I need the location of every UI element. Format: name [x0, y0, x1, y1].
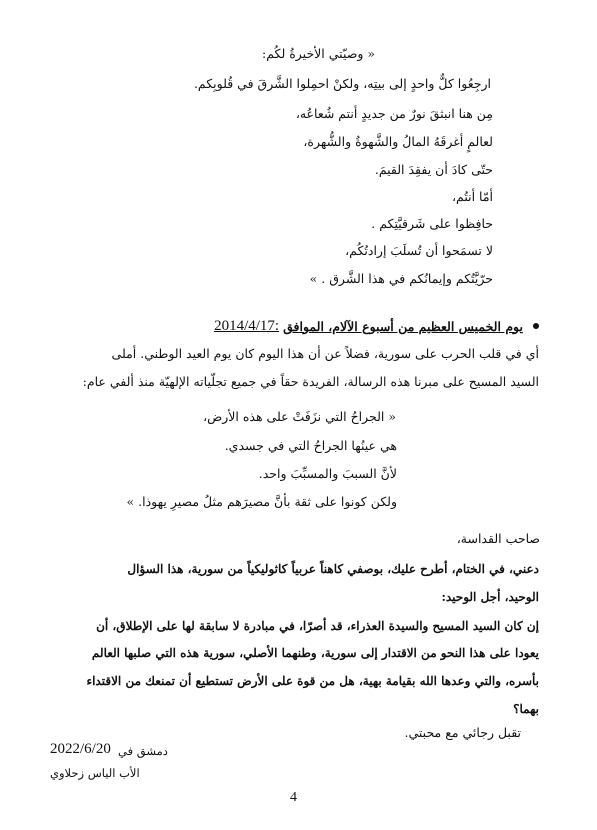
- heading-text: يوم الخميس العظيم من أسبوع الآلام، الموافق: [283, 318, 523, 334]
- quote1-line-2: ارجِعُوا كلٌّ واحدٍ إلى بيتِه، ولكنْ احمِلوا الشَّرقَ في قُلوبِكم.: [193, 76, 491, 91]
- paragraph2-line-1: دعني، في الختام، أطرح عليك، بوصفي كاهناً عربياً كاثوليكياً من سورية، هذا السؤال: [127, 562, 539, 576]
- heading-date: 2014/4/17:: [214, 317, 280, 334]
- quote1-line-7: حافِظوا على شَرقيَّتِكم .: [371, 216, 493, 231]
- quote1-line-6: أمّا أنتُم،: [451, 189, 493, 204]
- section-heading: [119, 316, 539, 336]
- quote2-line-3: لأنَّ السببَ والمسبِّبَ واحد.: [258, 466, 397, 481]
- paragraph1-line-2: السيد المسيح على مبرنا هذه الرسالة، الفريدة حقاً في جميع تجلّياته الإلهيّة منذ ألفي عام:: [82, 374, 539, 389]
- quote1-line-9: حرّيَّتُكم وإيمانُكم في هذا الشَّرق . »: [309, 271, 493, 286]
- paragraph3-line-3: بأسره، والتي وعدها الله بقيامة بهية، هل من قوة على الأرض تستطيع أن تمنعك من الاقتداء: [86, 674, 539, 688]
- paragraph3-line-1: إن كان السيد المسيح والسيدة العذراء، قد أصرّا، في مبادرة لا سابقة لها على الإطلاق، أن: [96, 619, 539, 633]
- quote1-line-3: مِن هنا انبثقَ نورٌ من جديدٍ أنتم شُعاعُه،: [295, 106, 493, 121]
- signature-name: الأب الياس زحلاوي: [50, 766, 140, 780]
- signature-date: 2022/6/20: [50, 741, 111, 757]
- quote1-line-8: لا تسمَحوا أن تُسلَبَ إرادتُكُم،: [345, 243, 493, 258]
- paragraph1-line-1: أي في قلب الحرب على سورية، فضلاً عن أن هذا اليوم كان يوم العيد الوطني. أملى: [111, 346, 539, 361]
- signature-place: دمشق في: [118, 744, 168, 758]
- page-number: 4: [290, 790, 297, 805]
- quote1-line-1: « وصيّتي الأخيرةُ لكُم:: [262, 46, 375, 61]
- quote2-line-1: « الجراحُ التي نزَفَتْ على هذه الأرض،: [203, 409, 396, 424]
- quote2-line-2: هي عينُها الجراحُ التي في جسدي.: [224, 438, 397, 453]
- salutation: صاحب القداسة،: [456, 531, 540, 546]
- paragraph3-line-2: يعودا على هذا النحو من الاقتدار إلى سورية، وطنهما الأصلي، سورية هذه التي صلبها العالم: [91, 646, 539, 660]
- quote2-line-4: ولكن كونوا على ثقة بأنَّ مصيرَهم مثلُ مصيرِ يهوذا. »: [126, 494, 397, 509]
- quote1-line-4: لعالمٍ أغرقَهُ المالُ والشَّهوةُ والشُّهرة،: [303, 134, 493, 149]
- bullet-icon: [533, 323, 539, 329]
- paragraph3-line-4: بهما؟: [513, 702, 539, 716]
- regards: تقبل رجائي مع محبتي.: [404, 725, 521, 740]
- quote1-line-5: حتّى كادَ أن يفقِدَ القيمَ.: [374, 162, 493, 177]
- paragraph2-line-2: الوحيد، أجل الوحيد:: [441, 590, 539, 604]
